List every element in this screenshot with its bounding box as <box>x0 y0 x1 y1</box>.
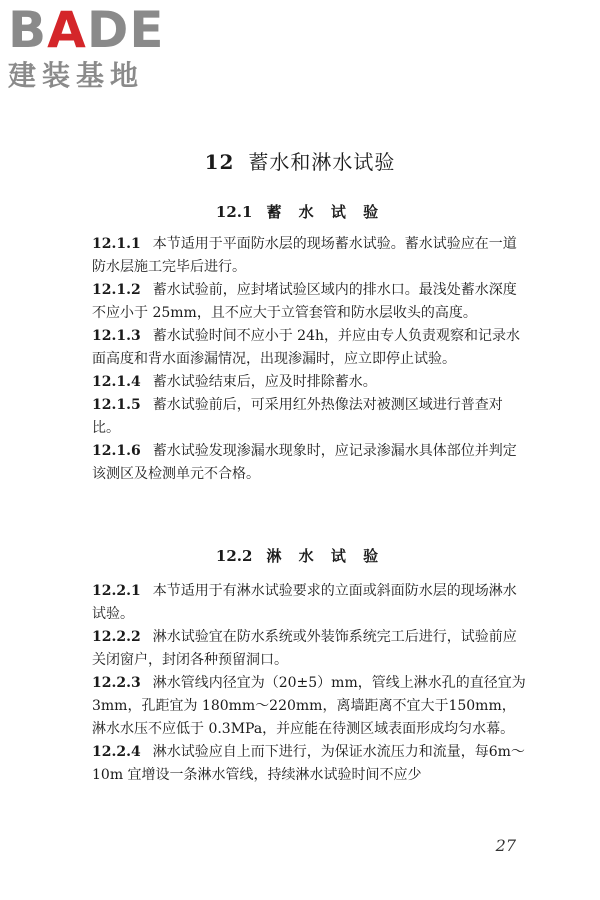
logo-subtitle: 建装基地 <box>8 59 145 92</box>
section-title-12-1 <box>0 201 600 222</box>
clause-number: 12.1.1 <box>92 236 141 252</box>
clause-number: 12.1.5 <box>92 397 141 413</box>
clause-12-1-3 <box>92 325 526 371</box>
clause-text: 淋水试验宜在防水系统或外装饰系统完工后进行，试验前应关闭窗户，封闭各种预留洞口。 <box>92 629 517 668</box>
chapter-title <box>0 146 600 175</box>
section-name: 淋 水 试 验 <box>266 547 385 565</box>
clause-12-2-3 <box>92 672 526 741</box>
clause-12-2-2 <box>92 626 526 672</box>
clause-number: 12.1.6 <box>92 443 141 459</box>
clause-number: 12.1.3 <box>92 328 141 344</box>
section-12-1-body <box>92 233 526 486</box>
clause-number: 12.2.1 <box>92 583 141 599</box>
clause-text: 蓄水试验前后，可采用红外热像法对被测区域进行普查对比。 <box>92 397 503 436</box>
logo-wordmark <box>8 1 178 59</box>
clause-12-2-1 <box>92 580 526 626</box>
clause-text: 蓄水试验发现渗漏水现象时，应记录渗漏水具体部位并判定该测区及检测单元不合格。 <box>92 443 517 482</box>
section-number: 12.1 <box>215 203 253 221</box>
logo-word-text: BADE <box>8 1 165 59</box>
page-number: 27 <box>495 836 516 855</box>
clause-text: 蓄水试验结束后，应及时排除蓄水。 <box>152 374 377 390</box>
clause-number: 12.2.3 <box>92 675 141 691</box>
clause-text: 淋水管线内径宜为（20±5）mm，管线上淋水孔的直径宜为 3mm，孔距宜为 180mm～220mm，离墙距离不宜大于150mm，淋水水压不应低于 0.3MPa，并应能在待测区域表面形成均匀水幕。 <box>92 675 526 737</box>
chapter-name: 蓄水和淋水试验 <box>248 150 396 174</box>
clause-12-1-1 <box>92 233 526 279</box>
clause-text: 本节适用于平面防水层的现场蓄水试验。蓄水试验应在一道防水层施工完毕后进行。 <box>92 236 517 275</box>
clause-number: 12.1.2 <box>92 282 141 298</box>
section-12-2-body <box>92 580 526 787</box>
clause-text: 淋水试验应自上而下进行，为保证水流压力和流量，每6m～10m 宜增设一条淋水管线，持续淋水试验时间不应少 <box>92 744 525 783</box>
clause-12-1-5 <box>92 394 526 440</box>
clause-12-1-6 <box>92 440 526 486</box>
logo-accent-letter: A <box>47 1 87 59</box>
clause-number: 12.2.2 <box>92 629 141 645</box>
clause-number: 12.2.4 <box>92 744 141 760</box>
clause-12-2-4 <box>92 741 526 787</box>
clause-text: 本节适用于有淋水试验要求的立面或斜面防水层的现场淋水试验。 <box>92 583 517 622</box>
section-number: 12.2 <box>215 547 253 565</box>
bade-logo <box>8 1 178 104</box>
clause-text: 蓄水试验时间不应小于 24h，并应由专人负责观察和记录水面高度和背水面渗漏情况，出现渗漏时，应立即停止试验。 <box>92 328 520 367</box>
chapter-number: 12 <box>204 150 235 174</box>
section-name: 蓄 水 试 验 <box>266 203 385 221</box>
clause-12-1-2 <box>92 279 526 325</box>
clause-text: 蓄水试验前，应封堵试验区域内的排水口。最浅处蓄水深度不应小于 25mm，且不应大于立管套管和防水层收头的高度。 <box>92 282 517 321</box>
clause-12-1-4 <box>92 371 526 394</box>
section-title-12-2 <box>0 545 600 566</box>
clause-number: 12.1.4 <box>92 374 141 390</box>
